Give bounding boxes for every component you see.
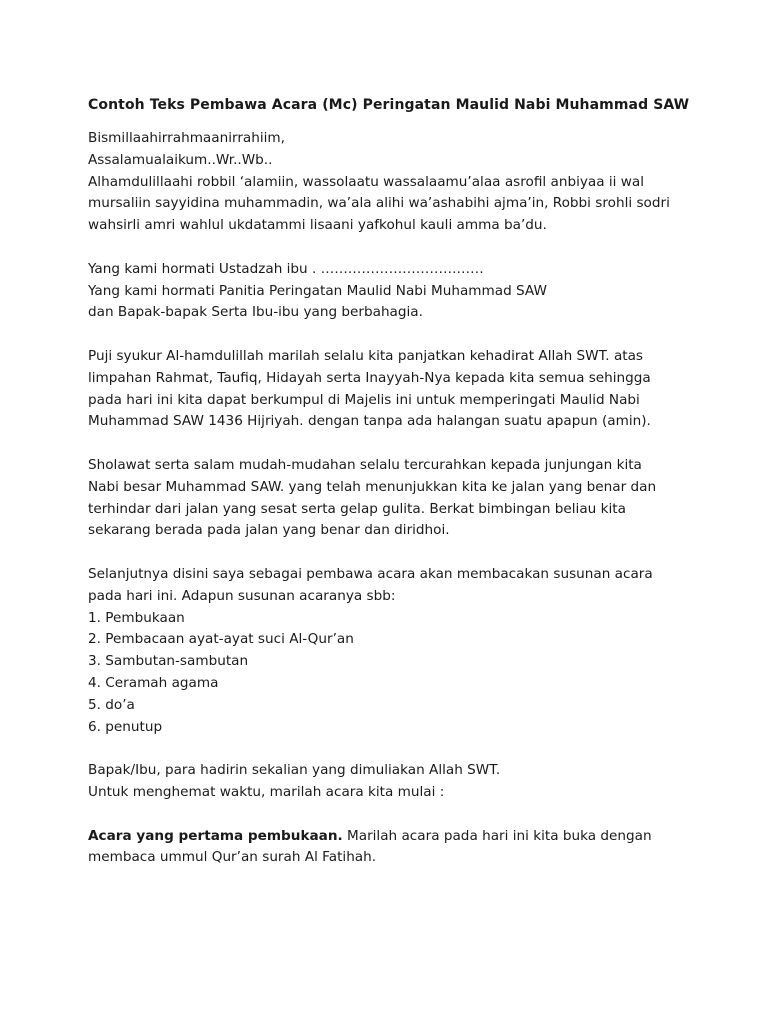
text-line: Puji syukur Al-hamdulillah marilah selalu kita panjatkan kehadirat Allah SWT. atas — [88, 347, 644, 364]
text-line: Muhammad SAW 1436 Hijriyah. dengan tanpa ada halangan suatu apapun (amin). — [88, 413, 651, 430]
document-title: Contoh Teks Pembawa Acara (Mc) Peringatan Maulid Nabi Muhammad SAW — [88, 97, 690, 113]
paragraph — [88, 259, 728, 324]
text-line: pada hari ini kita dapat berkumpul di Majelis ini untuk memperingati Maulid Nabi — [88, 391, 640, 408]
text-line: Sholawat serta salam mudah-mudahan selalu tercurahkan kepada junjungan kita — [88, 456, 642, 473]
text-line: Assalamualaikum..Wr..Wb.. — [88, 151, 273, 168]
document-page — [88, 94, 728, 891]
text-line: dan Bapak-bapak Serta Ibu-ibu yang berbahagia. — [88, 304, 423, 321]
paragraph — [88, 128, 728, 237]
text-line: 2. Pembacaan ayat-ayat suci Al-Qur’an — [88, 631, 354, 648]
text-line: 1. Pembukaan — [88, 609, 185, 626]
text-line: Yang kami hormati Panitia Peringatan Maulid Nabi Muhammad SAW — [88, 282, 547, 299]
text-line: terhindar dari jalan yang sesat serta gelap gulita. Berkat bimbingan beliau kita — [88, 500, 626, 517]
text-line: Untuk menghemat waktu, marilah acara kita mulai : — [88, 783, 445, 800]
text-line: wahsirli amri wahlul ukdatammi lisaani yafkohul kauli amma ba’du. — [88, 217, 547, 234]
text-line: mursaliin sayyidina muhammadin, wa’ala alihi wa’ashabihi ajma’in, Robbi srohli sodri — [88, 195, 670, 212]
text-line: 4. Ceramah agama — [88, 674, 219, 691]
text-line: Bapak/Ibu, para hadirin sekalian yang dimuliakan Allah SWT. — [88, 762, 501, 779]
text-line: pada hari ini. Adapun susunan acaranya sbb: — [88, 587, 396, 604]
text-line: Nabi besar Muhammad SAW. yang telah menunjukkan kita ke jalan yang benar dan — [88, 478, 657, 495]
text-line — [88, 826, 728, 848]
text-line: Yang kami hormati Ustadzah ibu . ……………………………… — [88, 260, 484, 277]
text-line: Bismillaahirrahmaanirrahiim, — [88, 130, 285, 146]
paragraph-opening — [88, 826, 728, 870]
text-line: sekarang berada pada jalan yang benar dan diridhoi. — [88, 522, 450, 539]
paragraph — [88, 760, 728, 804]
paragraph — [88, 564, 728, 738]
text-line: Selanjutnya disini saya sebagai pembawa acara akan membacakan susunan acara — [88, 565, 653, 582]
text-line: limpahan Rahmat, Taufiq, Hidayah serta Inayyah-Nya kepada kita semua sehingga — [88, 369, 651, 386]
text-line: Alhamdulillaahi robbil ‘alamiin, wassolaatu wassalaamu’alaa asrofil anbiyaa ii wal — [88, 173, 644, 190]
text-line: membaca ummul Qur’an surah Al Fatihah. — [88, 849, 377, 866]
paragraph — [88, 346, 728, 433]
paragraph — [88, 455, 728, 542]
text-line: 6. penutup — [88, 718, 163, 735]
document-body — [88, 128, 728, 804]
bold-heading: Acara yang pertama pembukaan. — [88, 827, 343, 844]
text-line: 5. do’a — [88, 696, 135, 713]
text-line: 3. Sambutan-sambutan — [88, 653, 249, 670]
text-span: Marilah acara pada hari ini kita buka dengan — [342, 827, 652, 844]
